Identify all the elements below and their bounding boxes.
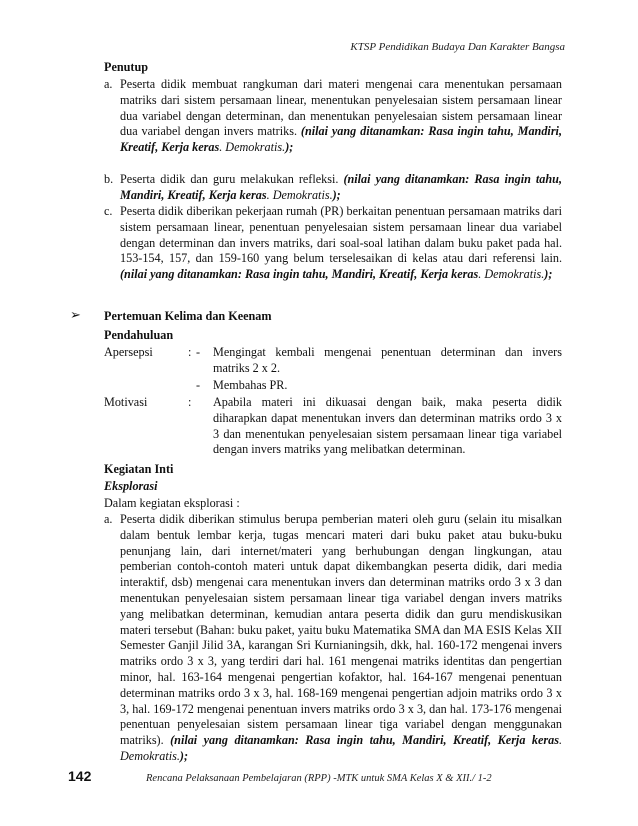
apersepsi-row — [104, 345, 562, 377]
item-label: c. — [104, 204, 113, 218]
penutup-item-c — [104, 204, 562, 283]
arrow-bullet-icon: ➢ — [70, 307, 81, 322]
apersepsi-colon: : — [188, 345, 192, 359]
pendahuluan-heading: Pendahuluan — [104, 328, 174, 342]
item-label: a. — [104, 512, 113, 526]
values-italic: . Demokratis. — [478, 267, 545, 282]
penutup-item-b — [104, 172, 562, 204]
pertemuan-heading: Pertemuan Kelima dan Keenam — [104, 309, 272, 323]
item-text: Peserta didik dan guru melakukan refleksi. — [120, 172, 344, 186]
item-text: Peserta didik membuat rangkuman dari materi mengenai cara menentukan persamaan matriks dari sistem persamaan linear, menentukan penyelesaian sistem persamaan linear dua variabel dengan determinan, dan menentukan penyelesaian sistem persamaan linear dua variabel dengan invers matriks. — [120, 77, 562, 139]
eksplorasi-intro: Dalam kegiatan eksplorasi : — [104, 496, 240, 510]
values-italic: . Demokratis. — [219, 140, 286, 155]
motivasi-colon: : — [188, 395, 192, 409]
item-label: b. — [104, 172, 114, 186]
running-header: KTSP Pendidikan Budaya Dan Karakter Bangsa — [350, 41, 565, 53]
motivasi-text: Apabila materi ini dikuasai dengan baik, maka peserta didik diharapkan dapat menentukan invers dan determinan matriks ordo 3 x 3 dan menentukan penyelesaian sistem persamaan linear tiga variabel dengan invers matriks yang melibatkan determinan. — [213, 395, 562, 457]
apersepsi-dash: - — [196, 378, 201, 392]
values-italic: . Demokratis. — [120, 733, 562, 763]
page-number: 142 — [68, 768, 92, 784]
values-end: ); — [332, 187, 341, 202]
apersepsi-label: Apersepsi — [104, 345, 153, 359]
item-label: a. — [104, 77, 113, 91]
running-footer: Rencana Pelaksanaan Pembelajaran (RPP) -MTK untuk SMA Kelas X & XII./ 1-2 — [146, 773, 492, 784]
apersepsi-item-1: Mengingat kembali mengenai penentuan determinan dan invers matriks 2 x 2. — [213, 345, 562, 375]
penutup-item-a — [104, 77, 562, 156]
values-bold: (nilai yang ditanamkan: Rasa ingin tahu, Mandiri, Kreatif, Kerja keras — [170, 733, 559, 748]
penutup-heading: Penutup — [104, 60, 149, 74]
eksplorasi-item-a — [104, 512, 562, 765]
apersepsi-dash: - — [196, 345, 201, 359]
values-bold: (nilai yang ditanamkan: Rasa ingin tahu, Mandiri, Kreatif, Kerja keras — [120, 267, 479, 282]
values-italic: . Demokratis. — [266, 187, 333, 202]
kegiatan-inti-heading: Kegiatan Inti — [104, 462, 174, 476]
motivasi-label: Motivasi — [104, 395, 148, 409]
values-end: ); — [544, 267, 553, 282]
item-text: Peserta didik diberikan stimulus berupa pemberian materi oleh guru (selain itu misalkan dalam bentuk lembar kerja, tugas mencari materi dari buku paket atau buku-buku penunjang lain, dari internet/materi yang berhubungan dengan lingkungan, atau pemberian contoh-contoh materi untuk dapat dikembangkan peserta didik, dari media interaktif, dsb) mengenai cara menentukan invers dan determinan matriks ordo 3 x 3 dan menentukan penyelesaian sistem persamaan linear tiga variabel dengan invers matriks yang melibatkan determinan, kemudian antara peserta didik dan guru mendiskusikan materi tersebut (Bahan: buku paket, yaitu buku Matematika SMA dan MA ESIS Kelas XII Semester Ganjil Jilid 3A, karangan Sri Kurnianingsih, dkk, hal. 160-172 mengenai invers matriks ordo 3 x 3, yang terdiri dari hal. 161 mengenai matriks identitas dan pengertian minor, hal. 163-164 mengenai pengertian kofaktor, hal. 164-167 mengenai penentuan determinan matriks ordo 3 x 3, hal. 168-169 mengenai pengertian adjoin matriks ordo 3 x 3, hal. 169-172 mengenai penentuan invers matriks ordo 3 x 3, dan hal. 173-176 mengenai penentuan penyelesaian sistem persamaan linear tiga variabel dengan menggunakan matriks). — [120, 512, 562, 748]
eksplorasi-heading: Eksplorasi — [104, 479, 158, 493]
apersepsi-row-2 — [104, 378, 562, 394]
motivasi-row — [104, 395, 562, 458]
values-end: ); — [285, 140, 294, 155]
values-bold: (nilai yang ditanamkan: Rasa ingin tahu, Mandiri, Kreatif, Kerja keras — [120, 124, 562, 155]
apersepsi-item-2: Membahas PR. — [213, 378, 288, 392]
values-end: ); — [179, 748, 189, 763]
values-bold: (nilai yang ditanamkan: Rasa ingin tahu, Mandiri, Kreatif, Kerja keras — [120, 172, 562, 202]
item-text: Peserta didik diberikan pekerjaan rumah (PR) berkaitan penentuan persamaan matriks dari sistem persamaan linear, penentuan penyelesaian sistem persamaan linear dua variabel dengan determinan dan invers matriks, dari soal-soal latihan dalam buku paket pada hal. 153-154, 157, dan 159-160 yang belum terselesaikan di kelas atau dari referensi lain. — [120, 204, 562, 266]
